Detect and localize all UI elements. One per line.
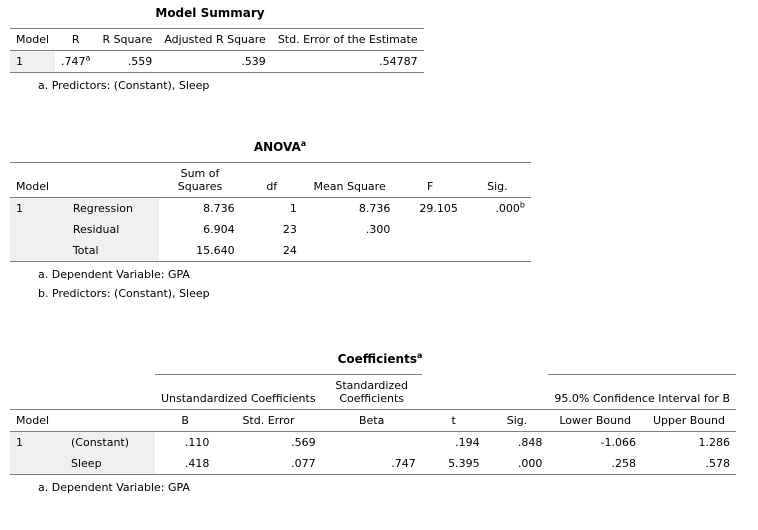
cell-r-square: .559 xyxy=(96,51,158,73)
cell-sig xyxy=(464,219,531,240)
cell-t: 5.395 xyxy=(422,453,486,475)
model-summary-table-block xyxy=(10,6,418,92)
cell-model: 1 xyxy=(10,51,55,73)
column-header-lower-bound: Lower Bound xyxy=(548,410,642,432)
model-summary-footnote-a: a. Predictors: (Constant), Sleep xyxy=(38,79,210,92)
cell-std-error: .569 xyxy=(291,436,316,449)
table-row xyxy=(10,198,531,220)
coefficients-table-block xyxy=(10,352,750,494)
column-header-sig: Sig. xyxy=(486,410,549,432)
cell-model: 1 xyxy=(10,198,67,220)
cell-f xyxy=(396,219,463,240)
cell-model xyxy=(10,219,67,240)
cell-df: 24 xyxy=(241,240,303,262)
cell-beta: .747 xyxy=(322,453,422,475)
cell-b: .110 xyxy=(184,436,210,449)
table-row xyxy=(10,219,531,240)
cell-source: Total xyxy=(67,240,160,262)
group-header-unstandardized: Unstandardized Coefficients xyxy=(155,375,322,410)
coefficients-title xyxy=(10,352,750,366)
table-header-row xyxy=(10,29,424,51)
cell-adjusted-r-square: .539 xyxy=(158,51,272,73)
cell-b: .418 xyxy=(155,453,215,475)
table-row xyxy=(10,453,736,475)
cell-r-footnote: a xyxy=(85,53,91,63)
anova-title xyxy=(10,140,550,154)
column-header-model: Model xyxy=(10,410,65,432)
coefficients-title-footnote: a xyxy=(416,351,423,360)
cell-std-error: .077 xyxy=(215,453,321,475)
column-header-adjusted-r-square: Adjusted R Square xyxy=(158,29,272,51)
column-header-mean-square: Mean Square xyxy=(303,163,397,198)
cell-sig-footnote: b xyxy=(519,200,525,210)
anova-table-block xyxy=(10,140,550,300)
cell-sig xyxy=(464,240,531,262)
anova-title-footnote: a xyxy=(300,139,307,148)
cell-r xyxy=(55,51,96,73)
column-header-r: R xyxy=(55,29,96,51)
column-header-b: B xyxy=(155,410,215,432)
group-header-confidence-interval: 95.0% Confidence Interval for B xyxy=(548,375,736,410)
cell-f xyxy=(396,240,463,262)
cell-mean-square xyxy=(303,240,397,262)
column-header-f: F xyxy=(396,163,463,198)
column-header-sum-of-squares: Sum of Squares xyxy=(159,163,240,198)
cell-sum-of-squares: 8.736 xyxy=(203,202,235,215)
cell-upper-bound: .578 xyxy=(642,453,736,475)
cell-sig: .848 xyxy=(517,436,543,449)
cell-predictor: Sleep xyxy=(65,453,155,475)
column-header-std-error: Std. Error of the Estimate xyxy=(272,29,424,51)
cell-source: Residual xyxy=(67,219,160,240)
column-header-model: Model xyxy=(10,29,55,51)
coefficients-footnote-a: a. Dependent Variable: GPA xyxy=(38,481,190,494)
column-header-sig: Sig. xyxy=(464,163,531,198)
spacer-sig xyxy=(486,375,549,410)
group-header-standardized: Standardized Coefficients xyxy=(322,375,422,410)
cell-source: Regression xyxy=(67,198,160,220)
cell-mean-square: 8.736 xyxy=(358,202,391,215)
spacer-predictor xyxy=(65,375,155,410)
cell-predictor: (Constant) xyxy=(65,432,155,454)
spacer-model xyxy=(10,375,65,410)
cell-sum-of-squares: 6.904 xyxy=(203,223,235,236)
column-header-upper-bound: Upper Bound xyxy=(642,410,736,432)
column-header-source xyxy=(67,163,160,198)
column-header-std-error: Std. Error xyxy=(215,410,321,432)
table-row xyxy=(10,240,531,262)
anova-table xyxy=(10,162,531,262)
cell-sig xyxy=(464,198,531,220)
cell-t: .194 xyxy=(455,436,480,449)
table-row xyxy=(10,51,424,73)
cell-model xyxy=(10,453,65,475)
cell-f: 29.105 xyxy=(419,202,458,215)
column-header-r-square: R Square xyxy=(96,29,158,51)
column-header-beta: Beta xyxy=(322,410,422,432)
spacer-t xyxy=(422,375,486,410)
column-header-t: t xyxy=(422,410,486,432)
cell-sig-value: .000 xyxy=(495,202,520,215)
column-header-model: Model xyxy=(10,163,67,198)
cell-r-value: .747 xyxy=(61,55,86,68)
coefficients-title-text: Coefficients xyxy=(337,352,417,366)
cell-mean-square: .300 xyxy=(365,223,391,236)
table-row xyxy=(10,432,736,454)
cell-model xyxy=(10,240,67,262)
model-summary-title: Model Summary xyxy=(155,6,265,20)
table-header-row xyxy=(10,163,531,198)
table-header-row xyxy=(10,410,736,432)
cell-sig: .000 xyxy=(486,453,549,475)
cell-df: 1 xyxy=(289,202,297,215)
cell-df: 23 xyxy=(282,223,297,236)
cell-std-error: .54787 xyxy=(272,51,424,73)
cell-lower-bound: -1.066 xyxy=(600,436,636,449)
cell-beta xyxy=(322,432,422,454)
anova-footnote-a: a. Dependent Variable: GPA xyxy=(38,268,190,281)
model-summary-table xyxy=(10,28,424,73)
table-group-header-row xyxy=(10,375,736,410)
anova-title-text: ANOVA xyxy=(253,140,301,154)
cell-model: 1 xyxy=(10,432,65,454)
cell-sum-of-squares: 15.640 xyxy=(159,240,240,262)
cell-upper-bound: 1.286 xyxy=(698,436,730,449)
anova-footnote-b: b. Predictors: (Constant), Sleep xyxy=(38,287,210,300)
coefficients-table xyxy=(10,374,736,475)
cell-lower-bound: .258 xyxy=(548,453,642,475)
column-header-predictor xyxy=(65,410,155,432)
column-header-df: df xyxy=(241,163,303,198)
